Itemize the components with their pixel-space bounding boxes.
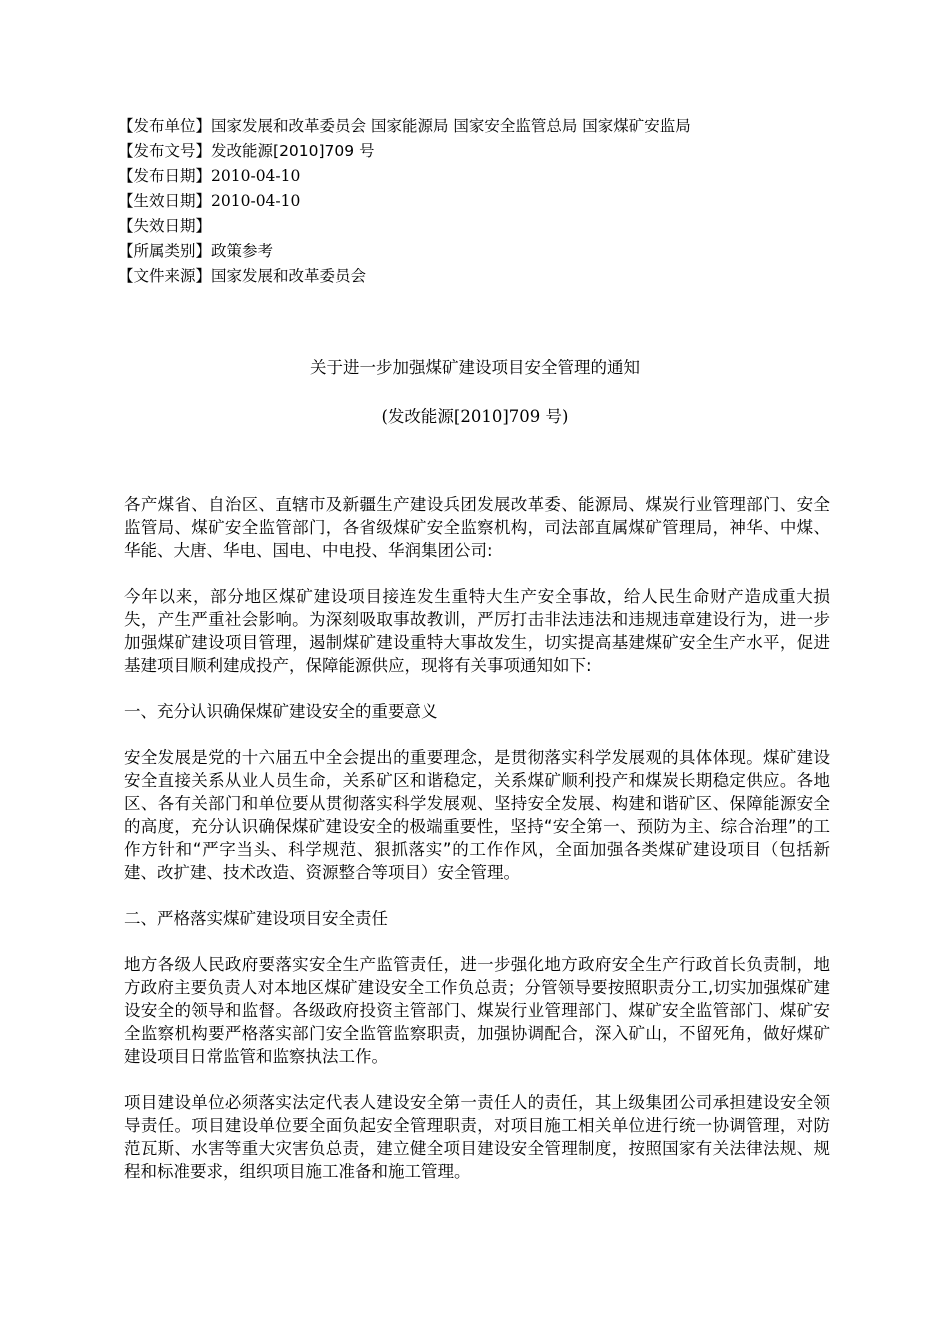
meta-key: 【失效日期】 [118, 217, 212, 235]
document-metadata [118, 114, 838, 289]
meta-key: 【发布单位】 [118, 117, 212, 135]
document-number: (发改能源[2010]709 号) [381, 407, 569, 426]
section-2-paragraph-2: 项目建设单位必须落实法定代表人建设安全第一责任人的责任，其上级集团公司承担建设安全领导责任。项目建设单位要全面负起安全管理职责，对项目施工相关单位进行统一协调管理，对防范瓦斯、水害等重大灾害负总责，建立健全项目建设安全管理制度，按照国家有关法律法规、规程和标准要求，组织项目施工准备和施工管理。 [124, 1093, 830, 1181]
section-1-paragraph: 安全发展是党的十六届五中全会提出的重要理念，是贯彻落实科学发展观的具体体现。煤矿建设安全直接关系从业人员生命，关系矿区和谐稳定，关系煤矿顺利投产和煤炭长期稳定供应。各地区、各有关部门和单位要从贯彻落实科学发展观、坚持安全发展、构建和谐矿区、保障能源安全的高度，充分认识确保煤矿建设安全的极端重要性，坚持“安全第一、预防为主、综合治理”的工作方针和“严字当头、科学规范、狠抓落实”的工作作风，全面加强各类煤矿建设项目（包括新建、改扩建、技术改造、资源整合等项目）安全管理。 [124, 748, 830, 882]
meta-line-publish-date [118, 164, 838, 189]
meta-key: 【发布日期】 [118, 167, 212, 185]
section-heading-1: 一、充分认识确保煤矿建设安全的重要意义 [124, 702, 438, 721]
meta-line-source [118, 264, 838, 289]
meta-key: 【生效日期】 [118, 192, 212, 210]
meta-value: 2010-04-10 [211, 167, 301, 185]
section-heading-2: 二、严格落实煤矿建设项目安全责任 [124, 909, 388, 928]
addressee-paragraph: 各产煤省、自治区、直辖市及新疆生产建设兵团发展改革委、能源局、煤炭行业管理部门、安全监管局、煤矿安全监管部门，各省级煤矿安全监察机构，司法部直属煤矿管理局，神华、中煤、华能、大唐、华电、国电、中电投、华润集团公司: [124, 495, 830, 560]
meta-value: 政策参考 [211, 242, 274, 260]
meta-line-expiry-date [118, 214, 838, 239]
meta-line-publisher [118, 114, 838, 139]
meta-value: 发改能源[2010]709 号 [211, 142, 375, 160]
meta-value: 国家发展和改革委员会 [211, 267, 367, 285]
document-body [124, 493, 830, 1206]
meta-key: 【所属类别】 [118, 242, 212, 260]
meta-line-doc-number [118, 139, 838, 164]
meta-value: 国家发展和改革委员会 国家能源局 国家安全监管总局 国家煤矿安监局 [211, 117, 691, 135]
meta-key: 【发布文号】 [118, 142, 212, 160]
section-2-paragraph-1: 地方各级人民政府要落实安全生产监管责任，进一步强化地方政府安全生产行政首长负责制，地方政府主要负责人对本地区煤矿建设安全工作负总责；分管领导要按照职责分工,切实加强煤矿建设安全的领导和监督。各级政府投资主管部门、煤炭行业管理部门、煤矿安全监管部门、煤矿安全监察机构要严格落实部门安全监管监察职责，加强协调配合，深入矿山，不留死角，做好煤矿建设项目日常监管和监察执法工作。 [124, 955, 830, 1066]
meta-line-category [118, 239, 838, 264]
meta-key: 【文件来源】 [118, 267, 212, 285]
document-title: 关于进一步加强煤矿建设项目安全管理的通知 [310, 358, 640, 377]
intro-paragraph: 今年以来，部分地区煤矿建设项目接连发生重特大生产安全事故，给人民生命财产造成重大损失，产生严重社会影响。为深刻吸取事故教训，严厉打击非法违法和违规违章建设行为，进一步加强煤矿建设项目管理，遏制煤矿建设重特大事故发生，切实提高基建煤矿安全生产水平，促进基建项目顺利建成投产，保障能源供应，现将有关事项通知如下: [124, 587, 830, 675]
meta-value: 2010-04-10 [211, 192, 301, 210]
meta-line-effective-date [118, 189, 838, 214]
